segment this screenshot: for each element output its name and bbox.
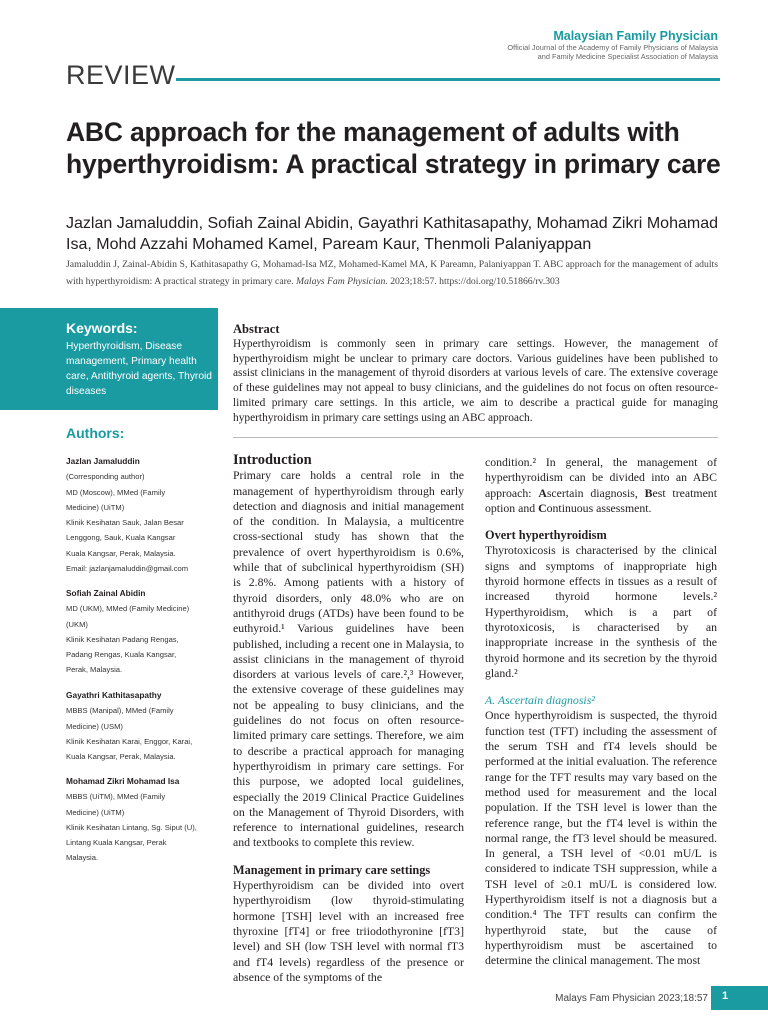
abc-paragraph: condition.² In general, the management of hyperthyroidism can be divided into an ABC approach: Ascertain diagnosis, Best treatment option and Continuous assessment.	[485, 455, 717, 515]
page-number-box	[711, 986, 768, 1010]
affiliation-block	[66, 586, 216, 678]
affiliation-email[interactable]: Email: jazlanjamaluddin@gmail.com	[66, 564, 189, 574]
affiliation-line: Malaysia.	[66, 853, 99, 863]
journal-name: Malaysian Family Physician	[553, 29, 718, 43]
affiliation-line: Medicine) (USM)	[66, 721, 123, 731]
affiliation-line: Medicine) (UiTM)	[66, 502, 125, 512]
abstract-divider	[233, 437, 718, 438]
affiliation-name: Sofiah Zainal Abidin	[66, 588, 146, 598]
affiliation-line: Medicine) (UiTM)	[66, 807, 125, 817]
affiliation-block	[66, 454, 216, 576]
overt-paragraph: Thyrotoxicosis is characterised by the clinical signs and symptoms of inappropriate high thyroid hormone effects in tissues as a result of increased thyroid hormone levels.² Hyperthyroidism, which is a part of thyrotoxicosis, is characterised by an inappropriate increase in the synthesis of the thyroid hormone and its secretion by the thyroid gland.²	[485, 543, 717, 680]
affiliation-line: Klinik Kesihatan Lintang, Sg. Siput (U),	[66, 822, 197, 832]
footer-citation: Malays Fam Physician 2023;18:57	[555, 993, 708, 1004]
abstract-heading: Abstract	[233, 322, 280, 336]
affiliation-name: Gayathri Kathitasapathy	[66, 690, 162, 700]
ascertain-heading: A. Ascertain diagnosis²	[485, 693, 595, 708]
affiliation-line: Kuala Kangsar, Perak, Malaysia.	[66, 548, 176, 558]
body-column-right	[485, 455, 717, 969]
affiliation-name: Mohamad Zikri Mohamad Isa	[66, 776, 180, 786]
ascertain-paragraph: Once hyperthyroidism is suspected, the thyroid function test (TFT) including the assessment of the serum TSH and fT4 levels should be performed at the initial evaluation. The reference range for the TFT results may vary based on the method used for measurement and the local population. If the TSH level is lower than the reference range, but the fT4 level is within the normal range, the fT3 level should be measured. In general, a TSH level of <0.01 mU/L is considered to indicate TSH suppression, while a TSH level of ≥0.1 mU/L is considered low. Hyperthyroidism itself is not a diagnosis but a condition.⁴ The TFT results can confirm the hyperthyroid state, but the cause of hyperthyroidism must be ascertained to determine the clinical management. The most	[485, 708, 717, 968]
section-label: REVIEW	[66, 60, 176, 90]
affiliation-line: Klinik Kesihatan Sauk, Jalan Besar	[66, 518, 184, 528]
keywords-text: Hyperthyroidism, Disease management, Primary health care, Antithyroid agents, Thyroid diseases	[66, 341, 212, 397]
mgmt-heading: Management in primary care settings	[233, 862, 431, 877]
abstract-text: Hyperthyroidism is commonly seen in primary care settings. However, the management of hyperthyroidism might be unclear to primary care doctors. Various guidelines have been published to assist clinicians in the management of thyroid disorders at various levels of care. The extensive coverage of these guidelines may not appeal to busy clinicians, and the guidelines do not focus on often resource-limited primary care settings. In this article, we aim to describe a practical guide for managing hyperthyroidism in primary care settings using an ABC approach.	[233, 338, 718, 424]
citation-journal: Malays Fam Physician.	[296, 275, 388, 287]
abstract	[233, 322, 718, 425]
affiliation-line: MD (UKM), MMed (Family Medicine)	[66, 604, 190, 614]
affiliation-line: Klinik Kesihatan Padang Rengas,	[66, 634, 179, 644]
affiliation-line: Padang Rengas, Kuala Kangsar,	[66, 650, 177, 660]
section-divider	[176, 78, 720, 81]
keywords-heading: Keywords:	[66, 320, 138, 336]
affiliation-line: (UKM)	[66, 619, 88, 629]
overt-heading: Overt hyperthyroidism	[485, 528, 607, 543]
affiliation-block	[66, 774, 216, 866]
authors-heading: Authors:	[66, 425, 125, 441]
citation-text: Jamaluddin J, Zainal-Abidin S, Kathitasapathy G, Mohamad-Isa MZ, Mohamed-Kamel MA, K Pareamn, Palaniyappan T. ABC approach for the management of adults with hyperthyroidism: A practical strategy in primary care.	[66, 259, 718, 287]
citation	[66, 257, 718, 290]
affiliation-line: MBBS (Manipal), MMed (Family	[66, 706, 174, 716]
affiliation-line: Lintang Kuala Kangsar, Perak	[66, 838, 167, 848]
intro-paragraph: Primary care holds a central role in the management of hyperthyroidism through early detection and diagnosis and initial management of the condition. In Malaysia, a multicentre cross-sectional study has shown that the prevalence of overt hyperthyroidism is 0.6%, while that of subclinical hyperthyroidism (SH) is 2.8%. Among patients with a history of thyroid disorders, only 48.0% who are on antithyroid drugs (ATDs) have been found to be euthyroid.¹ Various guidelines have been published, including a recent one in Malaysia, to assist clinicians in the management of thyroid disorders at various levels of care.²,³ However, the extensive coverage of these guidelines may not be appealing to busy clinicians, and the guidelines do not focus on often resource-limited primary care settings. Therefore, we aim to describe a practical approach for managing hyperthyroidism in primary care settings. For this purpose, we adopted local guidelines, especially the 2019 Clinical Practice Guidelines on the Management of Thyroid Disorders, with reference to international guidelines, research and textbooks to complete this review.	[233, 468, 464, 850]
affiliation-line: Klinik Kesihatan Karai, Enggor, Karai,	[66, 736, 193, 746]
affiliation-line: Lenggong, Sauk, Kuala Kangsar	[66, 533, 176, 543]
affiliation-line: Kuala Kangsar, Perak, Malaysia.	[66, 752, 176, 762]
article-title: ABC approach for the management of adults with hyperthyroidism: A practical strategy in primary care	[66, 117, 721, 179]
affiliation-line: MD (Moscow), MMed (Family	[66, 487, 166, 497]
affiliation-name: Jazlan Jamaluddin	[66, 456, 140, 466]
journal-subtitle-2: and Family Medicine Specialist Association of Malaysia	[537, 52, 718, 61]
intro-heading: Introduction	[233, 452, 312, 468]
affiliation-block	[66, 688, 216, 764]
page-number: 1	[722, 990, 729, 1002]
journal-subtitle-1: Official Journal of the Academy of Family Physicians of Malaysia	[507, 43, 718, 52]
journal-header	[507, 29, 718, 61]
affiliation-line: MBBS (UiTM), MMed (Family	[66, 792, 166, 802]
body-column-left	[233, 453, 464, 985]
citation-ref[interactable]: 2023;18:57. https://doi.org/10.51866/rv.303	[390, 275, 560, 287]
mgmt-paragraph: Hyperthyroidism can be divided into overt hyperthyroidism (low thyroid-stimulating hormone [TSH] level with an increased free thyroxine [fT4] or free triiodothyronine [fT3] level) and SH (low TSH level with normal fT3 and fT4 levels) regardless of the presence or absence of the symptoms of the	[233, 878, 464, 984]
keywords-box	[0, 308, 218, 410]
affiliation-line: Perak, Malaysia.	[66, 665, 123, 675]
author-list: Jazlan Jamaluddin, Sofiah Zainal Abidin, Gayathri Kathitasapathy, Mohamad Zikri Mohamad Isa, Mohd Azzahi Mohamed Kamel, Paream Kaur, Thenmoli Palaniyappan	[66, 215, 718, 253]
affiliation-line: (Corresponding author)	[66, 472, 145, 482]
